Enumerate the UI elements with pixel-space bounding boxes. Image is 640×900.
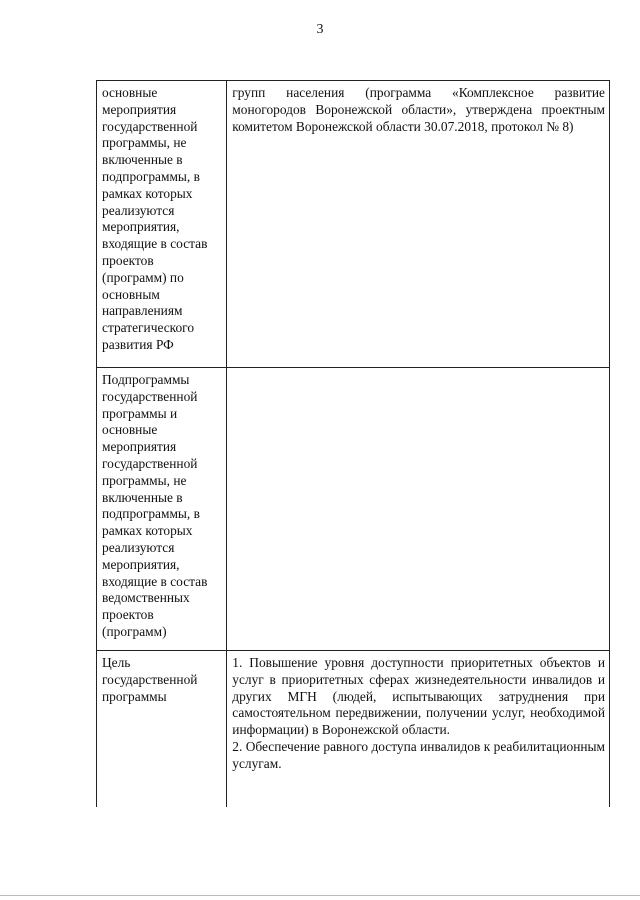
table-row — [97, 81, 610, 368]
row-label-text: Цель государственной программы — [102, 655, 198, 704]
row-value-cell-empty — [227, 368, 610, 651]
row-label-cell — [97, 651, 227, 808]
row-value-text: групп населения (программа «Комплексное развитие моногородов Воронежской области», утверждена проектным комитетом Воронежской области 30.07.2018, протокол № 8) — [232, 85, 605, 134]
goal-item: 1. Повышение уровня доступности приоритетных объектов и услуг в приоритетных сферах жизнедеятельности инвалидов и других МГН (людей, испытывающих затруднения при самостоятельном передвижении, получении услуг, необходимой информации) в Воронежской области. — [232, 655, 605, 738]
row-label-cell — [97, 368, 227, 651]
table-row — [97, 651, 610, 808]
page-bottom-edge — [0, 895, 640, 896]
page-number: 3 — [316, 22, 324, 37]
goal-item: 2. Обеспечение равного доступа инвалидов к реабилитационным услугам. — [232, 738, 605, 771]
row-value-cell — [227, 651, 610, 808]
row-value-cell — [227, 81, 610, 368]
row-label-cell — [97, 81, 227, 368]
row-label-text: Подпрограммы государственной программы и основные мероприятия государственной программы, не включенные в подпрограммы, в рамках которых реализуются мероприятия, входящие в состав ведомственных проектов (программ) — [102, 372, 208, 639]
program-passport-table — [96, 80, 610, 807]
table-row — [97, 368, 610, 651]
row-label-text: основные мероприятия государственной программы, не включенные в подпрограммы, в рамках которых реализуются мероприятия, входящие в состав проектов (программ) по основным направлениям стратегического развития РФ — [102, 85, 208, 352]
